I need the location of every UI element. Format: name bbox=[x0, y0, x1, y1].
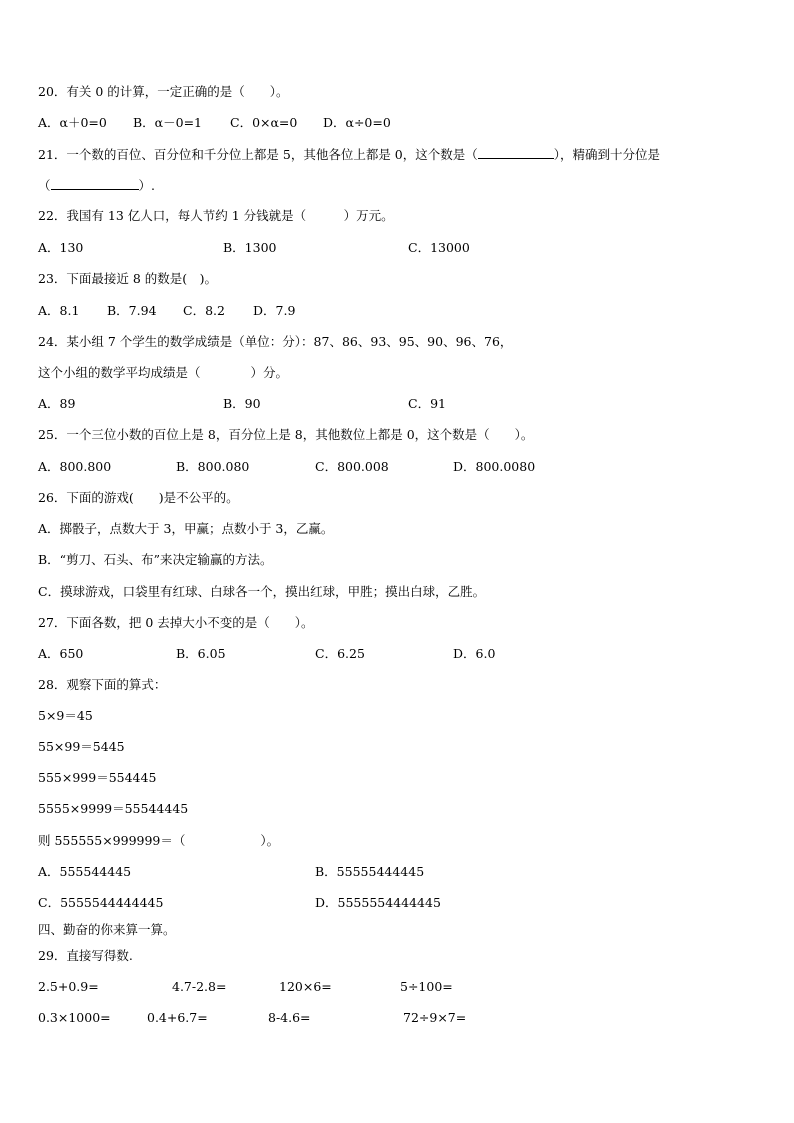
q28-option-c: C．5555544444445 bbox=[38, 895, 164, 910]
q27-stem: 27．下面各数，把 0 去掉大小不变的是（ ）。 bbox=[38, 615, 314, 630]
q29-row1-item-1: 2.5+0.9= bbox=[38, 979, 99, 994]
q26-option-b: B．“剪刀、石头、布”来决定输赢的方法。 bbox=[38, 552, 273, 567]
q23-stem: 23．下面最接近 8 的数是( )。 bbox=[38, 271, 218, 286]
q21-blank-2 bbox=[51, 177, 139, 190]
q26-option-a: A．掷骰子，点数大于 3，甲赢；点数小于 3，乙赢。 bbox=[38, 521, 334, 536]
q28-equation-4: 5555×9999＝55544445 bbox=[38, 801, 189, 816]
q21-close-paren: ）. bbox=[138, 178, 155, 193]
q24-option-c: C．91 bbox=[408, 396, 446, 411]
q28-equation-1: 5×9＝45 bbox=[38, 708, 93, 723]
q25-option-a: A．800.800 bbox=[38, 459, 112, 474]
q24-stem: 24．某小组 7 个学生的数学成绩是（单位：分）：87、86、93、95、90、96、76， bbox=[38, 334, 513, 349]
q27-option-a: A．650 bbox=[38, 646, 84, 661]
q20-option-b: B．α－0=1 bbox=[133, 115, 203, 130]
q24-option-b: B．90 bbox=[223, 396, 261, 411]
q29-row1-item-2: 4.7-2.8= bbox=[172, 979, 227, 994]
q26-option-c: C．摸球游戏，口袋里有红球、白球各一个，摸出红球，甲胜；摸出白球，乙胜。 bbox=[38, 584, 486, 599]
q24-option-a: A．89 bbox=[38, 396, 76, 411]
q25-option-b: B．800.080 bbox=[176, 459, 250, 474]
q28-option-b: B．55555444445 bbox=[315, 864, 425, 879]
q28-question: 则 555555×999999＝（ ）。 bbox=[38, 833, 280, 848]
q23-option-a: A．8.1 bbox=[38, 303, 80, 318]
q22-option-a: A．130 bbox=[38, 240, 84, 255]
section-4-title: 四、勤奋的你来算一算。 bbox=[38, 922, 176, 937]
q25-option-c: C．800.008 bbox=[315, 459, 389, 474]
q27-option-b: B．6.05 bbox=[176, 646, 226, 661]
q20-option-a: A．α＋0=0 bbox=[38, 115, 107, 130]
q23-option-b: B．7.94 bbox=[107, 303, 157, 318]
q25-option-d: D．800.0080 bbox=[453, 459, 536, 474]
q20-stem: 20．有关 0 的计算，一定正确的是（ ）。 bbox=[38, 84, 289, 99]
q28-equation-3: 555×999＝554445 bbox=[38, 770, 157, 785]
q21-blank-1 bbox=[478, 146, 554, 159]
q29-row2-item-3: 8-4.6= bbox=[268, 1010, 311, 1025]
q28-equation-2: 55×99＝5445 bbox=[38, 739, 125, 754]
q22-option-c: C．13000 bbox=[408, 240, 470, 255]
q26-stem: 26．下面的游戏( )是不公平的。 bbox=[38, 490, 239, 505]
q22-stem: 22．我国有 13 亿人口，每人节约 1 分钱就是（ ）万元。 bbox=[38, 208, 394, 223]
q20-option-c: C．0×α=0 bbox=[230, 115, 298, 130]
q21-text-1: 21．一个数的百位、百分位和千分位上都是 5，其他各位上都是 0，这个数是（ bbox=[38, 147, 478, 162]
q24-stem-2: 这个小组的数学平均成绩是（ ）分。 bbox=[38, 365, 289, 380]
q28-option-d: D．5555554444445 bbox=[315, 895, 441, 910]
q29-row1-item-4: 5÷100= bbox=[400, 979, 453, 994]
q23-option-d: D．7.9 bbox=[253, 303, 296, 318]
q21-text-2: ），精确到十分位是 bbox=[553, 147, 661, 162]
q21-line2 bbox=[38, 177, 155, 194]
q27-option-d: D．6.0 bbox=[453, 646, 496, 661]
q23-option-c: C．8.2 bbox=[183, 303, 225, 318]
q29-stem: 29．直接写得数. bbox=[38, 948, 133, 963]
q27-option-c: C．6.25 bbox=[315, 646, 365, 661]
q22-option-b: B．1300 bbox=[223, 240, 277, 255]
q28-option-a: A．555544445 bbox=[38, 864, 132, 879]
q25-stem: 25．一个三位小数的百位上是 8，百分位上是 8，其他数位上都是 0，这个数是（ ）。 bbox=[38, 427, 534, 442]
q29-row2-item-2: 0.4+6.7= bbox=[147, 1010, 208, 1025]
q20-option-d: D．α÷0=0 bbox=[323, 115, 391, 130]
q29-row2-item-1: 0.3×1000= bbox=[38, 1010, 111, 1025]
q21-open-paren: （ bbox=[38, 178, 51, 193]
q21-line1 bbox=[38, 146, 660, 163]
q29-row1-item-3: 120×6= bbox=[279, 979, 332, 994]
q28-stem: 28．观察下面的算式： bbox=[38, 677, 167, 692]
q29-row2-item-4: 72÷9×7= bbox=[403, 1010, 467, 1025]
